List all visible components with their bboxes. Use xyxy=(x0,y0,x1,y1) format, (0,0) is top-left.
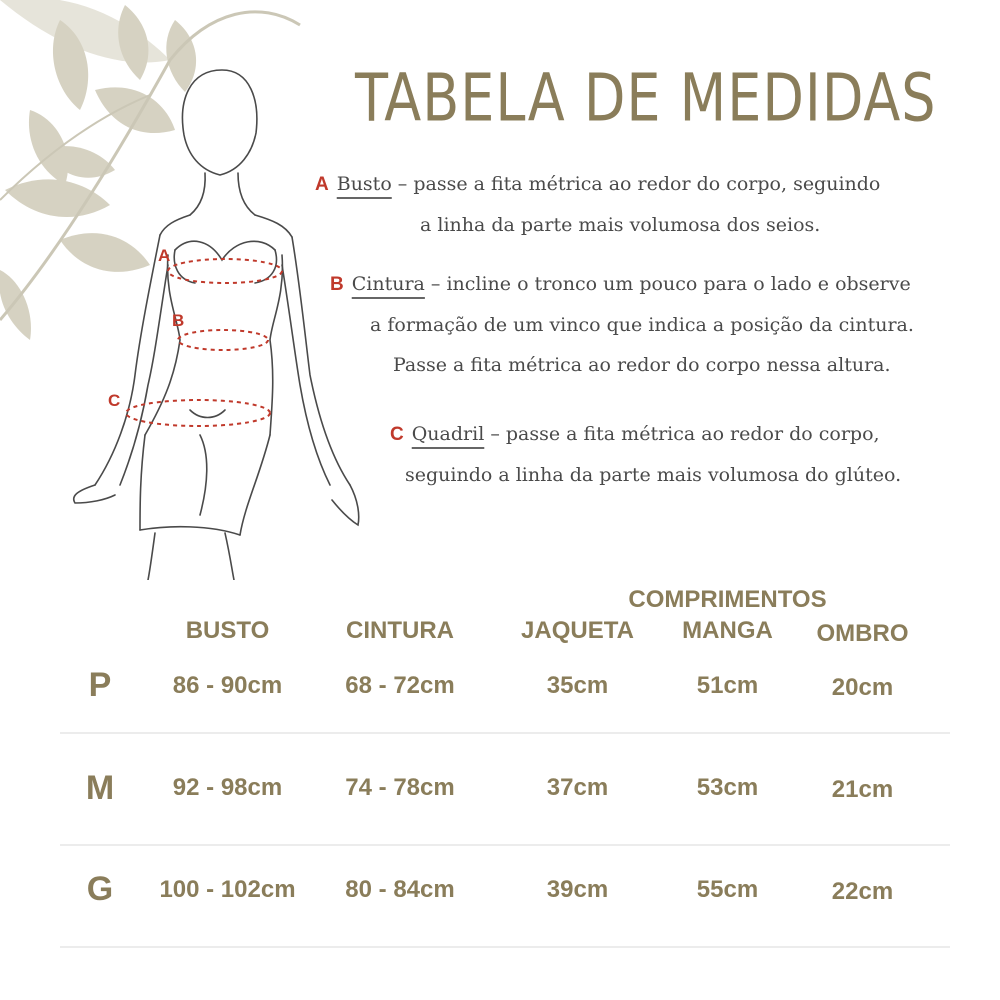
table-cell: 68 - 72cm xyxy=(345,672,455,699)
row-divider xyxy=(60,732,950,734)
instruction-cintura xyxy=(325,264,970,385)
table-cell: 20cm xyxy=(831,674,894,701)
size-label: P xyxy=(88,666,112,704)
table-cell: 22cm xyxy=(831,878,894,905)
instruction-term: Cintura xyxy=(351,273,425,295)
table-cell: 55cm xyxy=(696,876,759,903)
table-cell: 53cm xyxy=(696,774,759,801)
column-header-busto: BUSTO xyxy=(185,617,270,644)
instruction-label: A xyxy=(315,174,329,195)
size-label: M xyxy=(85,769,115,807)
figure-label-c: C xyxy=(108,391,121,410)
size-label: G xyxy=(86,870,114,908)
instruction-quadril xyxy=(385,414,975,495)
column-group-header: COMPRIMENTOS xyxy=(628,586,827,613)
figure-label-a: A xyxy=(158,246,171,265)
instruction-label: C xyxy=(390,424,404,445)
instruction-text: – incline o tronco um pouco para o lado e observe xyxy=(424,273,911,295)
page-title: TABELA DE MEDIDAS xyxy=(355,60,937,137)
table-cell: 37cm xyxy=(546,774,609,801)
instruction-text: Passe a fita métrica ao redor do corpo nessa altura. xyxy=(393,354,891,376)
instruction-line xyxy=(325,264,970,305)
table-cell: 86 - 90cm xyxy=(172,672,283,699)
table-cell: 21cm xyxy=(831,776,894,803)
table-cell: 92 - 98cm xyxy=(172,774,283,801)
instruction-text: – passe a fita métrica ao redor do corpo, seguindo xyxy=(391,173,881,195)
instruction-text: a formação de um vinco que indica a posição da cintura. xyxy=(370,314,914,336)
instruction-text: – passe a fita métrica ao redor do corpo, xyxy=(484,423,880,445)
table-cell: 74 - 78cm xyxy=(345,774,455,801)
row-divider xyxy=(60,844,950,846)
table-cell: 51cm xyxy=(696,672,759,699)
figure-label-b: B xyxy=(172,311,185,330)
instruction-text: seguindo a linha da parte mais volumosa do glúteo. xyxy=(405,464,902,486)
instruction-term: Quadril xyxy=(411,423,485,445)
instruction-label: B xyxy=(330,274,344,295)
instruction-line xyxy=(310,164,950,205)
column-header-ombro: OMBRO xyxy=(816,620,909,647)
column-header-jaqueta: JAQUETA xyxy=(521,617,634,644)
instruction-busto xyxy=(310,164,950,245)
column-header-cintura: CINTURA xyxy=(346,617,454,644)
table-cell: 100 - 102cm xyxy=(159,876,296,903)
table-cell: 35cm xyxy=(546,672,609,699)
column-header-manga: MANGA xyxy=(682,617,773,644)
table-cell: 80 - 84cm xyxy=(345,876,455,903)
instruction-term: Busto xyxy=(336,173,392,195)
row-divider xyxy=(60,946,950,948)
instruction-line xyxy=(385,414,975,455)
table-cell: 39cm xyxy=(546,876,609,903)
instruction-text: a linha da parte mais volumosa dos seios. xyxy=(420,214,821,236)
